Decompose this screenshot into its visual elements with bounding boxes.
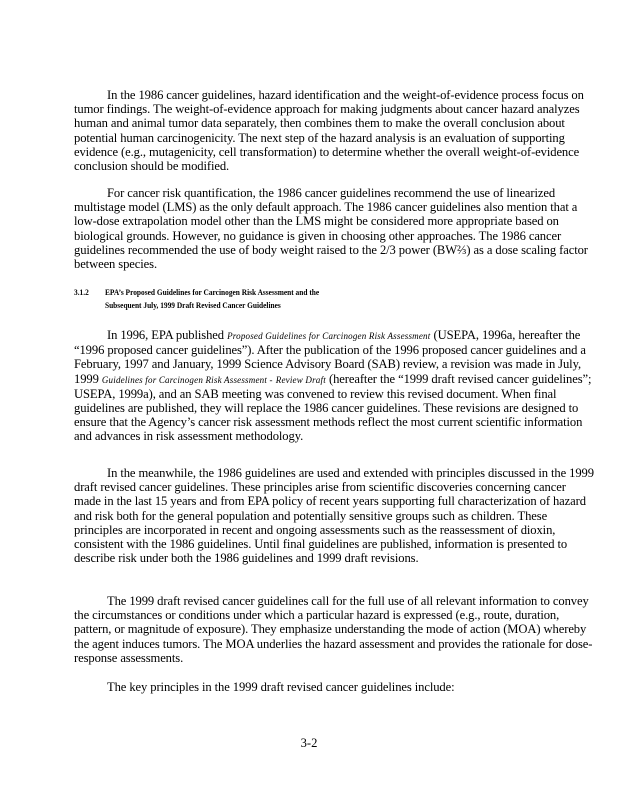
revised-guidelines-title: Guidelines for Carcinogen Risk Assessment - [101,374,273,385]
paragraph-1996-proposal-end: (USEPA, 1996a, hereafter the “1996 proposed cancer guidelines”). After the publication of the 1996 proposed cancer guidelines and a February, 1997 and January, 1999 Science Advisory Board (SAB) review, a revision was made in July, 1999 [74,328,586,386]
section-title-line1: EPA’s Proposed Guidelines for Carcinogen Risk Assessment and the [104,287,320,297]
page-number: 3-2 [300,736,318,750]
section-heading-line1 [74,286,319,299]
paragraph-risk-quantification: For cancer risk quantification, the 1986 cancer guidelines recommend the use of linearized multistage model (LMS) as the only default approach. The 1986 cancer guidelines also mention that a low-dose extrapolation model other than the LMS might be considered more appropriate based on biological grounds. However, no guidance is given in choosing other approaches. The 1986 cancer guidelines recommended the use of body weight raised to the 2/3 power (BW⅔) as a dose scaling factor between species. [74,186,588,272]
section-number: 3.1.2 [74,287,89,297]
proposed-guidelines-title: Proposed Guidelines for Carcinogen Risk Assessment [227,331,431,341]
paragraph-meanwhile: In the meanwhile, the 1986 guidelines are used and extended with principles discussed in the 1999 draft revised cancer guidelines. These principles arise from scientific discoveries concerning cancer made in the last 15 years and from EPA policy of recent years supporting full characterization of hazard and risk both for the general population and potentially sensitive groups such as children. These principles are incorporated in recent and ongoing assessments such as the reassessment of dioxin, consistent with the 1986 guidelines. Until final guidelines are published, information is presented to describe risk under both the 1986 guidelines and 1999 draft revisions. [74,466,594,566]
paragraph-1996-proposal [74,328,594,444]
paragraph-key-principles: The key principles in the 1999 draft revised cancer guidelines include: [107,680,455,694]
paragraph-1996-proposal-tail: (hereafter the “1999 draft revised cancer guidelines”; USEPA, 1999a), and an SAB meeting was convened to review this revised document. When final guidelines are published, they will replace the 1986 cancer guidelines. These revisions are designed to ensure that the Agency’s cancer risk assessment methods reflect the most current scientific information and advances in risk assessment methodology. [74,371,592,444]
revised-guidelines-title-b: Review Draft [275,374,326,385]
paragraph-1999-draft: The 1999 draft revised cancer guidelines call for the full use of all relevant information to convey the circumstances or conditions under which a particular hazard is expressed (e.g., route, duration, pattern, or magnitude of exposure). They emphasize understanding the mode of action (MOA) whereby the agent induces tumors. The MOA underlies the hazard assessment and provides the rationale for dose-response assessments. [74,594,593,665]
section-title-line2: Subsequent July, 1999 Draft Revised Cancer Guidelines [104,299,281,310]
section-heading [74,286,319,311]
paragraph-1996-proposal-start: In 1996, EPA published [107,328,224,342]
paragraph-hazard-identification: In the 1986 cancer guidelines, hazard identification and the weight-of-evidence process focus on tumor findings. The weight-of-evidence approach for making judgments about cancer hazard analyzes human and animal tumor data separately, then combines them to make the overall conclusion about potential human carcinogenicity. The next step of the hazard analysis is an evaluation of supporting evidence (e.g., mutagenicity, cell transformation) to determine whether the overall weight-of-evidence conclusion should be modified. [74,88,584,174]
